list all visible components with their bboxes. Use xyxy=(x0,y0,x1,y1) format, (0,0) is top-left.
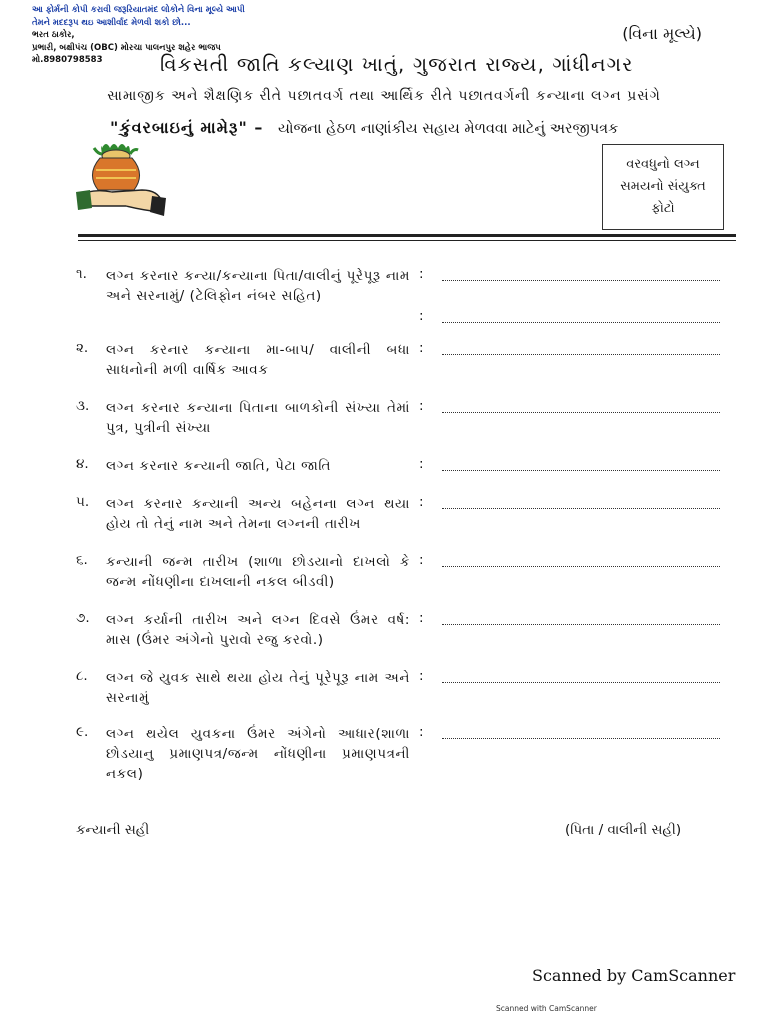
department-title: વિકસતી જાતિ કલ્યાણ ખાતું, ગુજરાત રાજ્ય, ગાંધીનગર xyxy=(160,53,634,76)
field-number: ૨. xyxy=(76,340,89,356)
fill-line[interactable] xyxy=(442,270,720,281)
note-line: મો.8980798583 xyxy=(32,55,103,65)
field-number: ૯. xyxy=(76,724,89,740)
field-label: લગ્ન થયેલ યુવકના ઉંમર અંગેનો આધાર(શાળા છોડયાનુ પ્રમાણપત્ર/જન્મ નોંધણીના પ્રમાણપત્રની નકલ) xyxy=(106,726,410,782)
fill-line[interactable] xyxy=(442,312,720,323)
header-divider-thin xyxy=(78,240,736,241)
field-number: ૩. xyxy=(76,398,90,414)
field-caste xyxy=(0,456,768,494)
scheme-heading xyxy=(110,118,618,138)
note-line: તેમને મદદરૂપ થઇ આશીર્વાદ મેળવી શકો છો... xyxy=(32,17,191,28)
note-line: પ્રભારી, બક્ષીપંચ (OBC) મોરચા પાલનપુર શહેર ભાજપ xyxy=(32,42,221,53)
field-groom-name-address xyxy=(0,668,768,724)
form-fields xyxy=(0,266,768,794)
field-label: લગ્ન કરનાર કન્યાના પિતાના બાળકોની સંખ્યા તેમાં પુત્ર, પુત્રીની સંખ્યા xyxy=(106,400,410,436)
field-colon: : xyxy=(419,724,424,740)
bride-signature-label: કન્યાની સહી xyxy=(76,822,150,838)
field-colon: : xyxy=(419,266,424,282)
field-label: લગ્ન કરનાર કન્યાના મા-બાપ/ વાલીની બધા સાધનોની મળી વાર્ષિક આવક xyxy=(106,342,410,378)
field-number: ૬. xyxy=(76,552,88,568)
field-number: ૧. xyxy=(76,266,87,282)
note-line: ભરત ઠાકોર, xyxy=(32,30,75,40)
photo-box-line: સમયનો સંયુક્ત xyxy=(620,179,706,194)
field-label: લગ્ન જે યુવક સાથે થયા હોય તેનું પૂરેપૂરૂ નામ અને સરનામું xyxy=(106,670,410,706)
field-number: ૫. xyxy=(76,494,90,510)
fill-line[interactable] xyxy=(442,460,720,471)
field-number: ૪. xyxy=(76,456,89,472)
kalash-hand-logo xyxy=(72,140,168,224)
kalash-icon xyxy=(72,140,168,220)
scheme-description: યોજના હેઠળ નાણાંકીય સહાય મેળવવા માટેનું અરજીપત્રક xyxy=(277,121,619,137)
field-birth-date xyxy=(0,552,768,610)
field-children-count xyxy=(0,398,768,456)
form-subtitle: સામાજીક અને શૈક્ષણિક રીતે પછાતવર્ગ તથા આર્થિક રીતે પછાતવર્ગની કન્યાના લગ્ન પ્રસંગે xyxy=(107,88,661,104)
fill-line[interactable] xyxy=(442,402,720,413)
field-sister-marriage xyxy=(0,494,768,552)
camscanner-watermark: Scanned by CamScanner xyxy=(532,966,736,985)
photo-box-line: વરવધુનો લગ્ન xyxy=(626,157,700,172)
field-label: લગ્ન કર્યાની તારીખ અને લગ્ન દિવસે ઉંમર વર્ષ: માસ (ઉંમર અંગેનો પુરાવો રજુ કરવો.) xyxy=(106,612,410,648)
fill-line[interactable] xyxy=(442,614,720,625)
guardian-signature-label: (પિતા / વાલીની સહી) xyxy=(565,822,682,838)
header-divider xyxy=(78,234,736,237)
field-colon: : xyxy=(419,552,424,568)
field-groom-age-proof xyxy=(0,724,768,794)
field-colon: : xyxy=(419,494,424,510)
couple-photo-box xyxy=(602,144,724,230)
field-colon: : xyxy=(419,340,424,356)
free-of-cost-label: (વિના મૂલ્યે) xyxy=(622,24,702,43)
field-label: કન્યાની જન્મ તારીખ (શાળા છોડયાનો દાખલો કે જન્મ નોંધણીના દાખલાની નકલ બીડવી) xyxy=(106,554,410,590)
field-label: લગ્ન કરનાર કન્યાની જાતિ, પેટા જાતિ xyxy=(106,458,332,474)
scheme-name: "કુંવરબાઇનું મામેરૂ" – xyxy=(110,118,264,137)
fill-line[interactable] xyxy=(442,498,720,509)
field-colon: : xyxy=(419,456,424,472)
field-number: ૮. xyxy=(76,668,88,684)
field-colon: : xyxy=(419,398,424,414)
field-applicant-name-address xyxy=(0,266,768,340)
note-line: આ ફોર્મની કોપી કરાવી જરૂરિયાતમંદ લોકોને વિના મૂલ્યે આપી xyxy=(32,5,245,15)
field-annual-income xyxy=(0,340,768,398)
fill-line[interactable] xyxy=(442,672,720,683)
field-label: લગ્ન કરનાર કન્યાની અન્ય બહેનના લગ્ન થયા હોય તો તેનું નામ અને તેમના લગ્નની તારીખ xyxy=(106,496,410,532)
fill-line[interactable] xyxy=(442,344,720,355)
field-colon: : xyxy=(419,668,424,684)
fill-line[interactable] xyxy=(442,728,720,739)
camscanner-footer-small: Scanned with CamScanner xyxy=(496,1004,597,1013)
field-label: લગ્ન કરનાર કન્યા/કન્યાના પિતા/વાલીનું પૂરેપૂરૂ નામ અને સરનામું/ (ટેલિફોન નંબર સહિત) xyxy=(106,268,410,304)
field-colon: : xyxy=(419,308,424,324)
field-marriage-date-age xyxy=(0,610,768,668)
photo-box-line: ફોટો xyxy=(651,201,675,216)
field-colon: : xyxy=(419,610,424,626)
fill-line[interactable] xyxy=(442,556,720,567)
field-number: ૭. xyxy=(76,610,90,626)
